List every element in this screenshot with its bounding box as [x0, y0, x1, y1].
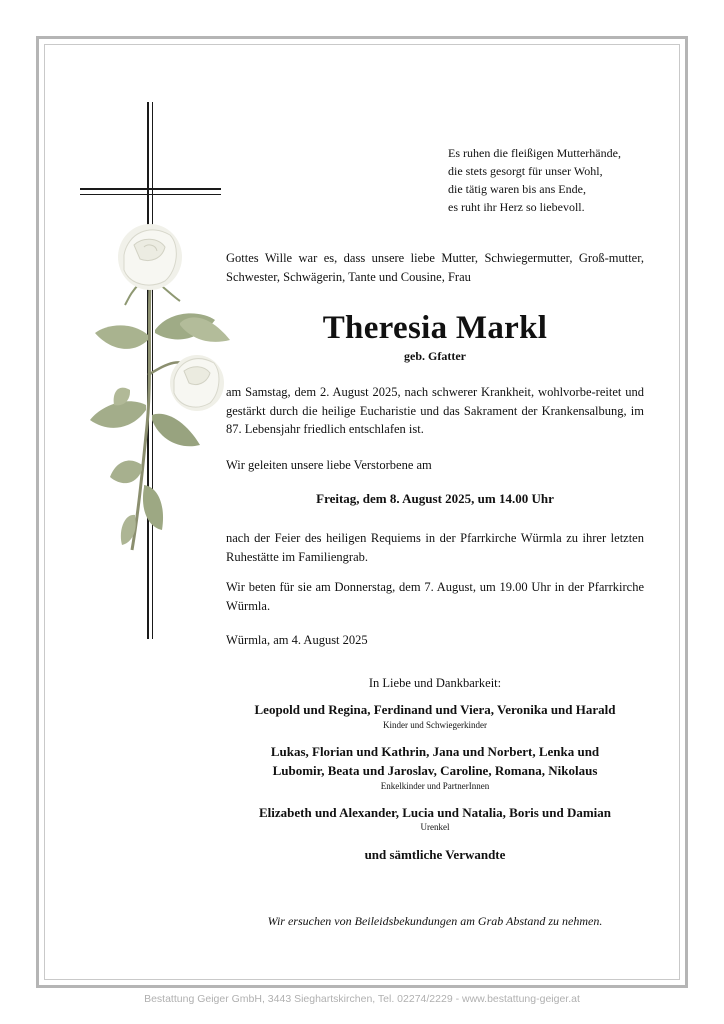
grandchildren-line: Lubomir, Beata und Jaroslav, Caroline, Romana, Nikolaus: [272, 763, 598, 778]
children-label: Kinder und Schwiegerkinder: [383, 720, 487, 730]
funeral-date: Freitag, dem 8. August 2025, um 14.00 Uhr: [316, 491, 554, 506]
prayer-text: Wir beten für sie am Donnerstag, dem 7. August, um 19.00 Uhr in der Pfarrkirche Würmla.: [226, 580, 644, 613]
closing-note: Wir ersuchen von Beileidsbekundungen am Grab Abstand zu nehmen.: [267, 914, 603, 928]
place-date: Würmla, am 4. August 2025: [226, 633, 368, 647]
grandchildren-names: [150, 742, 720, 780]
verse-line: die stets gesorgt für unser Wohl,: [448, 164, 603, 178]
deceased-name: Theresia Markl: [322, 310, 548, 346]
thanks-heading: In Liebe und Dankbarkeit:: [368, 676, 502, 690]
requiem-text: nach der Feier des heiligen Requiems in der Pfarrkirche Würmla zu ihrer letzten Ruhestätte im Familiengrab.: [226, 531, 644, 564]
children-names: Leopold und Regina, Ferdinand und Viera, Veronika und Harald: [254, 702, 616, 717]
relatives-text: und sämtliche Verwandte: [364, 847, 506, 862]
verse: [448, 144, 678, 216]
death-text: am Samstag, dem 2. August 2025, nach schwerer Krankheit, wohlvorbe-reitet und gestärkt durch die heilige Eucharistie und das Sakrament der Krankensalbung, im 87. Lebensjahr friedlich entschlafen ist.: [226, 385, 644, 436]
intro-text: Gottes Wille war es, dass unsere liebe Mutter, Schwiegermutter, Groß-mutter, Schwester, Schwägerin, Tante und Cousine, Frau: [226, 251, 644, 284]
grandchildren-label: Enkelkinder und PartnerInnen: [380, 781, 490, 791]
verse-line: Es ruhen die fleißigen Mutterhände,: [448, 146, 621, 160]
escort-text: Wir geleiten unsere liebe Verstorbene am: [226, 458, 432, 472]
rose-icon: [70, 215, 250, 565]
birth-name: geb. Gfatter: [404, 349, 466, 363]
verse-line: es ruht ihr Herz so liebevoll.: [448, 200, 585, 214]
verse-line: die tätig waren bis ans Ende,: [448, 182, 586, 196]
footer: Bestattung Geiger GmbH, 3443 Sieghartskirchen, Tel. 02274/2229 - www.bestattung-geiger.at: [144, 993, 580, 1005]
great-grandchildren-names: Elizabeth und Alexander, Lucia und Natalia, Boris und Damian: [258, 805, 612, 820]
grandchildren-line: Lukas, Florian und Kathrin, Jana und Norbert, Lenka und: [270, 744, 600, 759]
great-grandchildren-label: Urenkel: [420, 822, 450, 832]
